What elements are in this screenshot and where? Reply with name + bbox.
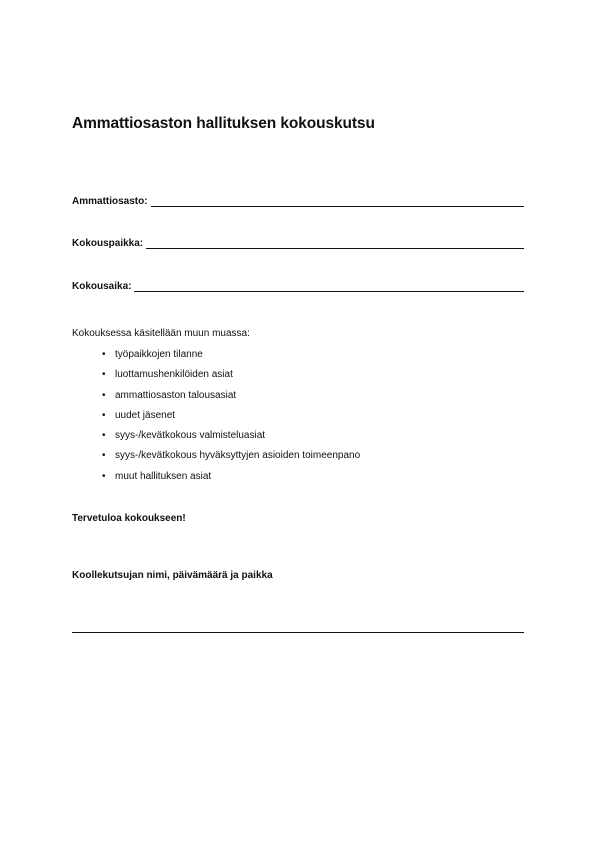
agenda-item <box>102 410 360 430</box>
agenda-item-text: syys-/kevätkokous valmisteluasiat <box>115 430 266 442</box>
signature-line <box>72 632 524 633</box>
agenda-item <box>102 349 360 369</box>
agenda-item-text: ammattiosaston talousasiat <box>115 389 237 401</box>
agenda-item-text: luottamushenkilöiden asiat <box>115 369 233 381</box>
agenda-item-text: syys-/kevätkokous hyväksyttyjen asioiden toimeenpano <box>115 450 361 462</box>
bullet-icon: • <box>102 409 106 421</box>
bullet-icon: • <box>102 430 106 442</box>
bullet-icon: • <box>102 349 106 360</box>
bullet-icon: • <box>102 450 106 462</box>
field-label-kokouspaikka: Kokouspaikka: <box>72 238 144 249</box>
agenda-item-text: työpaikkojen tilanne <box>115 349 203 360</box>
field-ammattiosasto <box>72 192 524 208</box>
agenda-list <box>102 349 360 491</box>
agenda-intro: Kokouksessa käsitellään muun muassa: <box>72 328 250 339</box>
bullet-icon: • <box>102 470 106 482</box>
agenda-item <box>102 430 360 450</box>
signature-label: Koollekutsujan nimi, päivämäärä ja paikka <box>72 570 273 581</box>
agenda-item <box>102 450 360 470</box>
field-line-kokousaika <box>134 291 524 292</box>
bullet-icon: • <box>102 369 106 381</box>
agenda-item-text: uudet jäsenet <box>115 409 176 421</box>
field-label-ammattiosasto: Ammattiosasto: <box>72 196 148 207</box>
agenda-item <box>102 369 360 389</box>
bullet-icon: • <box>102 389 106 401</box>
field-line-kokouspaikka <box>146 248 524 249</box>
field-kokousaika <box>72 277 524 293</box>
agenda-item-text: muut hallituksen asiat <box>115 470 212 482</box>
field-label-kokousaika: Kokousaika: <box>72 281 132 292</box>
agenda-item <box>102 471 360 491</box>
agenda-item <box>102 390 360 410</box>
field-line-ammattiosasto <box>151 206 524 207</box>
document-title: Ammattiosaston hallituksen kokouskutsu <box>72 115 375 132</box>
field-kokouspaikka <box>72 234 524 250</box>
welcome-text: Tervetuloa kokoukseen! <box>72 513 186 524</box>
